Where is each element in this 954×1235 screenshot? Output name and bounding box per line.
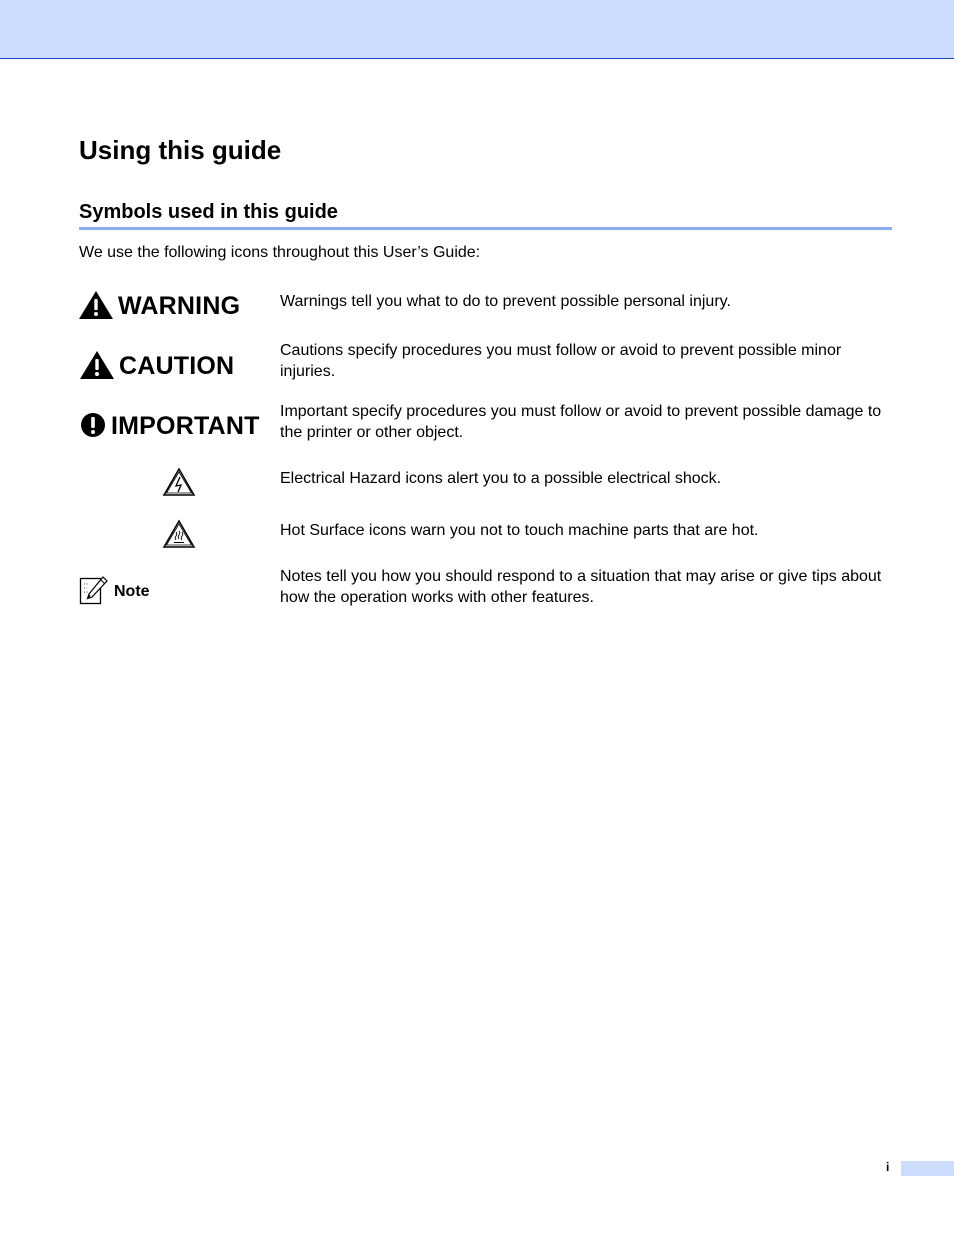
note-label: Note	[114, 583, 150, 600]
symbol-row-electrical-hazard	[79, 467, 892, 501]
header-band	[0, 0, 954, 59]
important-badge	[79, 411, 269, 446]
note-description: Notes tell you how you should respond to a situation that may arise or give tips about how the operation works with other features.	[280, 568, 882, 606]
caution-badge	[79, 350, 269, 387]
caution-triangle-icon	[80, 351, 114, 379]
electrical-hazard-description: Electrical Hazard icons alert you to a possible electrical shock.	[280, 470, 722, 487]
warning-badge	[79, 290, 269, 327]
symbol-row-note	[79, 567, 892, 611]
page-number: i	[886, 1160, 890, 1174]
symbol-row-hot-surface	[79, 519, 892, 553]
section-heading: Symbols used in this guide	[79, 201, 338, 223]
note-pencil-icon	[81, 577, 108, 604]
important-description: Important specify procedures you must follow or avoid to prevent possible damage to the printer or other object.	[280, 403, 882, 441]
electrical-hazard-badge	[79, 467, 269, 504]
warning-description: Warnings tell you what to do to prevent possible personal injury.	[280, 293, 731, 310]
caution-label: CAUTION	[119, 352, 235, 380]
warning-triangle-icon	[79, 291, 113, 319]
section-rule	[79, 227, 892, 230]
electrical-hazard-icon	[164, 469, 194, 495]
symbol-row-important	[79, 402, 892, 446]
warning-label: WARNING	[118, 292, 241, 320]
note-badge	[79, 575, 269, 607]
page-title: Using this guide	[79, 135, 282, 165]
hot-surface-icon	[164, 521, 194, 547]
caution-description: Cautions specify procedures you must follow or avoid to prevent possible minor injuries.	[280, 342, 842, 380]
symbol-row-caution	[79, 341, 892, 385]
symbol-row-warning	[79, 290, 892, 330]
hot-surface-badge	[79, 519, 269, 556]
exclamation-circle-icon	[81, 413, 105, 437]
intro-text: We use the following icons throughout this User’s Guide:	[79, 244, 481, 261]
page-tab	[901, 1161, 954, 1176]
important-label: IMPORTANT	[111, 412, 260, 440]
hot-surface-description: Hot Surface icons warn you not to touch machine parts that are hot.	[280, 522, 759, 539]
